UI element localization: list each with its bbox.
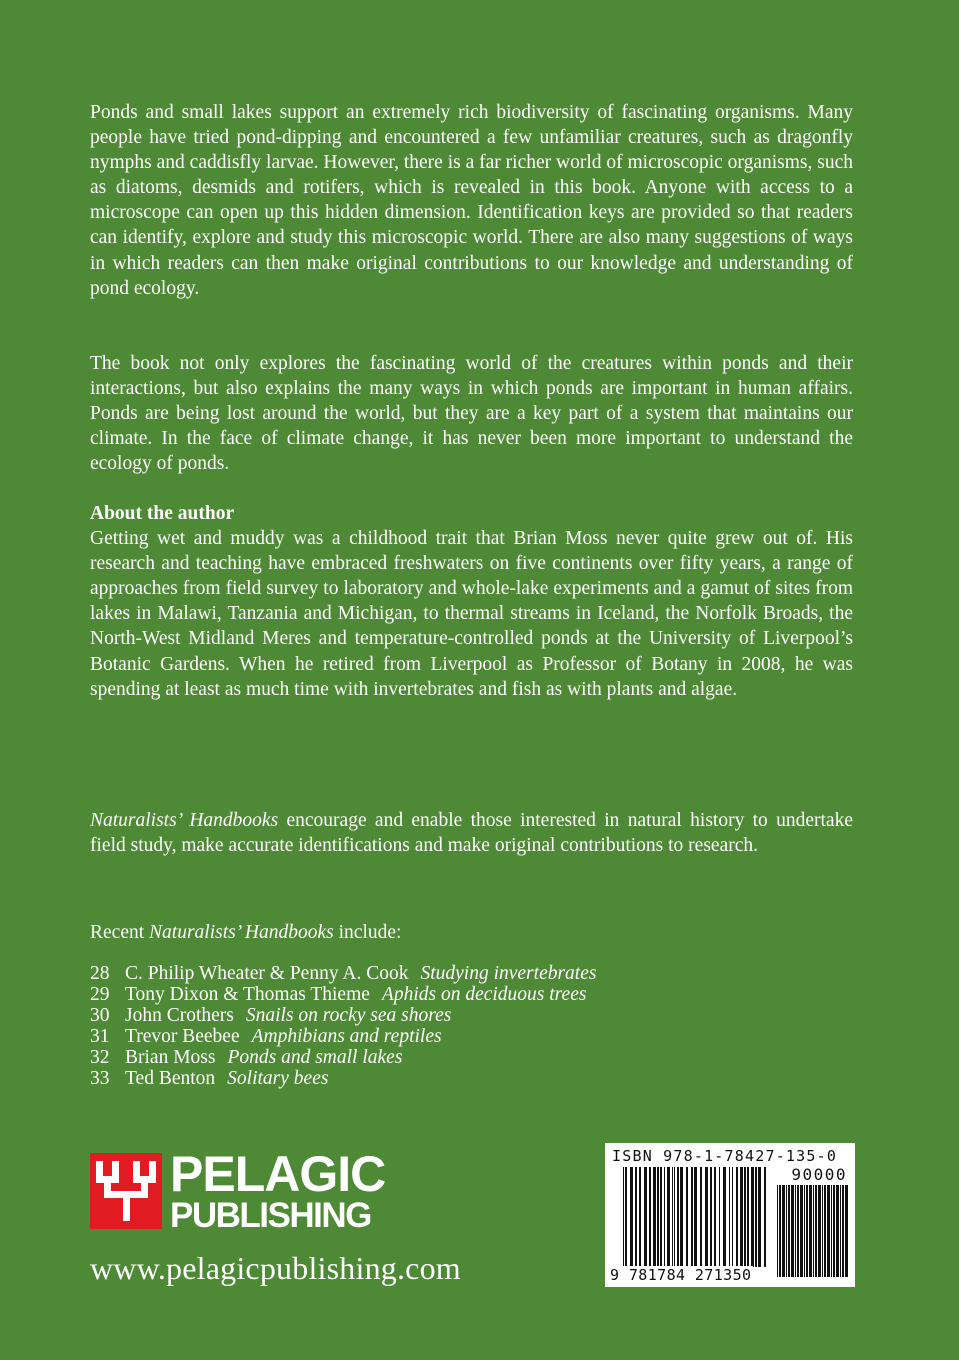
item-number: 33 xyxy=(90,1068,110,1089)
barcode-addon-bar xyxy=(791,1185,794,1277)
barcode-bar xyxy=(691,1167,693,1267)
barcode-bar xyxy=(657,1167,659,1267)
recent-titles-list xyxy=(90,963,596,1089)
barcode-bar xyxy=(694,1167,697,1267)
barcode-addon-bar xyxy=(836,1185,839,1277)
barcode-bar xyxy=(686,1167,688,1267)
barcode-addon-bar xyxy=(831,1185,832,1277)
item-authors: Tony Dixon & Thomas Thieme xyxy=(125,984,370,1005)
barcode-addon-bar xyxy=(806,1185,808,1277)
item-number: 28 xyxy=(90,963,110,984)
barcode-digits: 9 781784 271350 xyxy=(610,1266,752,1284)
series-name: Naturalists’ Handbooks xyxy=(90,810,279,831)
barcode-bar xyxy=(623,1167,624,1277)
series-description-text: encourage and enable those interested in natural history to undertake field study, make accurate identifications and make original contributions to research. xyxy=(90,810,853,857)
list-item xyxy=(90,1005,596,1026)
barcode-bar xyxy=(635,1167,637,1267)
barcode-bar xyxy=(710,1167,712,1267)
about-author-text: Getting wet and muddy was a childhood trait that Brian Moss never quite grew out of. His research and teaching have embraced freshwaters on five continents over fifty years, a range of approaches from field survey to laboratory and whole-lake experiments and a gamut of sites from lakes in Malawi, Tanzania and Michigan, to thermal streams in Iceland, the Norfolk Broads, the North-West Midland Meres and temperature-controlled ponds at the University of Liverpool’s Botanic Gardens. When he retired from Liverpool as Professor of Botany in 2008, he was spending at least as much time with invertebrates and fish as with plants and algae. xyxy=(90,528,853,700)
barcode-bar xyxy=(700,1167,702,1277)
item-number: 32 xyxy=(90,1047,110,1068)
barcode-addon-bar xyxy=(833,1185,835,1277)
item-title: Snails on rocky sea shores xyxy=(245,1005,452,1026)
barcode-bar xyxy=(664,1167,665,1267)
barcode-bar xyxy=(677,1167,679,1267)
barcode-bar xyxy=(667,1167,670,1267)
publisher-name-line1: PELAGIC xyxy=(170,1146,386,1202)
barcode-bar xyxy=(653,1167,656,1267)
item-number: 31 xyxy=(90,1026,110,1047)
barcode-addon-bar xyxy=(786,1185,787,1277)
barcode-bar xyxy=(674,1167,675,1267)
recent-prefix: Recent xyxy=(90,922,145,943)
barcode-addon-bar xyxy=(788,1185,790,1277)
publisher-website[interactable]: www.pelagicpublishing.com xyxy=(90,1250,461,1286)
item-title: Solitary bees xyxy=(227,1068,329,1089)
item-title: Aphids on deciduous trees xyxy=(381,984,587,1005)
barcode-bar xyxy=(764,1167,766,1267)
recent-series-name: Naturalists’ Handbooks xyxy=(149,922,334,943)
barcode-bar xyxy=(625,1167,627,1277)
recent-heading xyxy=(90,920,853,945)
barcode-bar xyxy=(630,1167,633,1267)
series-description xyxy=(90,808,853,858)
barcode-bar xyxy=(644,1167,647,1267)
item-title: Studying invertebrates xyxy=(420,963,597,984)
list-item xyxy=(90,1026,596,1047)
list-item xyxy=(90,963,596,984)
barcode-bar xyxy=(680,1167,683,1267)
barcode-bar xyxy=(723,1167,726,1267)
barcode-bar xyxy=(758,1167,761,1267)
publisher-logo xyxy=(90,1146,386,1235)
list-item xyxy=(90,1047,596,1068)
item-title: Ponds and small lakes xyxy=(227,1047,403,1068)
recent-suffix: include: xyxy=(338,922,402,943)
blurb-paragraph-1: Ponds and small lakes support an extremely rich biodiversity of fascinating organisms. Many people have tried pond-dipping and encountered a few unfamiliar creatures, such as dragonfly nymphs and caddisfly larvae. However, there is a far richer world of microscopic organisms, such as diatoms, desmids and rotifers, which is revealed in this book. Anyone with access to a microscope can open up this hidden dimension. Identification keys are provided so that readers can identify, explore and study this microscopic world. There are also many suggestions of ways in which readers can then make original contributions to our knowledge and understanding of pond ecology. xyxy=(90,102,853,299)
barcode-bar xyxy=(755,1167,757,1267)
isbn-barcode xyxy=(605,1143,855,1287)
barcode-bar xyxy=(729,1167,730,1267)
list-item xyxy=(90,1068,596,1089)
barcode-addon-bar xyxy=(809,1185,812,1277)
about-author-section xyxy=(90,501,853,702)
barcode-addon-bar xyxy=(779,1185,781,1277)
barcode-bar xyxy=(672,1167,673,1267)
barcode-addon-bar xyxy=(818,1185,821,1277)
barcode-addon-bar xyxy=(840,1185,841,1277)
barcode-addon-bar xyxy=(813,1185,814,1277)
barcode-addon-bar xyxy=(797,1185,799,1277)
barcode-addon-bar xyxy=(795,1185,796,1277)
barcode-bar xyxy=(736,1167,738,1267)
barcode-addon-bar xyxy=(800,1185,803,1277)
blurb-paragraph-2: The book not only explores the fascinating world of the creatures within ponds and their interactions, but also explains the many ways in which ponds are important in human affairs. Ponds are being lost around the world, but they are a key part of a system that maintains our climate. In the face of climate change, it has never been more important to understand the ecology of ponds. xyxy=(90,353,853,475)
barcode-bar xyxy=(639,1167,641,1267)
about-author-heading: About the author xyxy=(90,503,235,524)
barcode-bar xyxy=(747,1167,749,1267)
barcode-bar xyxy=(649,1167,651,1267)
barcode-bar xyxy=(714,1167,716,1267)
list-item xyxy=(90,984,596,1005)
item-authors: C. Philip Wheater & Penny A. Cook xyxy=(125,963,409,984)
item-title: Amphibians and reptiles xyxy=(251,1026,442,1047)
barcode-bar xyxy=(732,1167,733,1267)
barcode-addon-bar xyxy=(815,1185,817,1277)
barcode-addon-bar xyxy=(777,1185,778,1277)
barcode-bar xyxy=(705,1167,708,1277)
barcode-addon-bar xyxy=(845,1185,848,1277)
barcode-addon-bar xyxy=(822,1185,823,1277)
barcode-bar xyxy=(740,1167,743,1267)
publisher-name xyxy=(170,1146,386,1235)
item-number: 30 xyxy=(90,1005,110,1026)
item-authors: John Crothers xyxy=(125,1005,234,1026)
price-code: 90000 xyxy=(791,1165,847,1184)
item-authors: Brian Moss xyxy=(125,1047,216,1068)
barcode-addon-bar xyxy=(842,1185,844,1277)
barcode-bar xyxy=(751,1167,754,1267)
isbn-label: ISBN 978-1-78427-135-0 xyxy=(612,1147,838,1165)
barcode-bar xyxy=(719,1167,720,1267)
barcode-addon-bar xyxy=(782,1185,785,1277)
barcode-bar xyxy=(660,1167,662,1267)
publisher-name-line2: PUBLISHING xyxy=(170,1196,371,1235)
item-authors: Ted Benton xyxy=(125,1068,216,1089)
barcode-addon-bar xyxy=(824,1185,826,1277)
barcode-bar xyxy=(744,1167,746,1267)
item-authors: Trevor Beebee xyxy=(125,1026,240,1047)
logo-glyph-icon xyxy=(90,1153,162,1229)
publisher-logo-mark-icon xyxy=(90,1153,162,1229)
barcode-addon-bar xyxy=(827,1185,830,1277)
barcode-addon-bar xyxy=(804,1185,805,1277)
item-number: 29 xyxy=(90,984,110,1005)
